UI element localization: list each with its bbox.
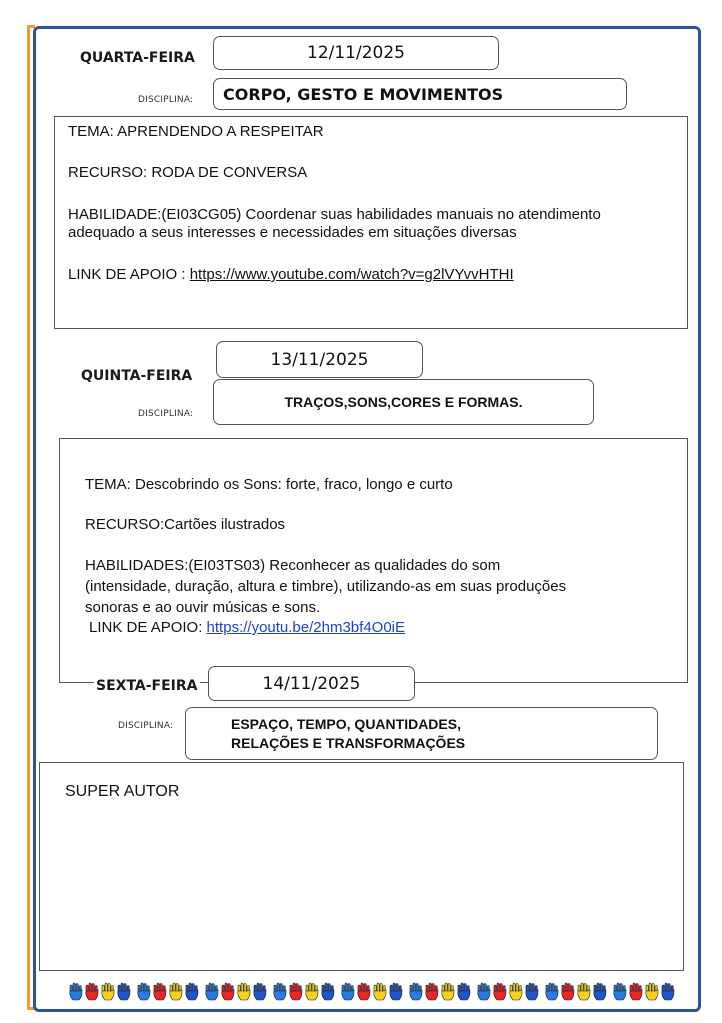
hand-icon — [644, 982, 660, 1002]
hand-group — [136, 982, 200, 1004]
hand-group — [544, 982, 608, 1004]
wednesday-discipline-box — [213, 78, 627, 110]
hand-icon — [372, 982, 388, 1002]
thursday-tema: TEMA: Descobrindo os Sons: forte, fraco, longo e curto — [85, 476, 453, 493]
wednesday-tema: TEMA: APRENDENDO A RESPEITAR — [68, 123, 324, 140]
hand-group — [204, 982, 268, 1004]
hand-icon — [236, 982, 252, 1002]
thursday-habilidades-line3: sonoras e ao ouvir músicas e sons. — [85, 599, 321, 616]
hand-icon — [456, 982, 472, 1002]
hand-icon — [612, 982, 628, 1002]
hand-icon — [576, 982, 592, 1002]
hand-icon — [68, 982, 84, 1002]
hand-icon — [320, 982, 336, 1002]
hand-icon — [184, 982, 200, 1002]
friday-content: SUPER AUTOR — [65, 783, 180, 800]
hand-icon — [100, 982, 116, 1002]
hand-icon — [288, 982, 304, 1002]
hand-icon — [592, 982, 608, 1002]
hand-icon — [388, 982, 404, 1002]
thursday-habilidades-line2: (intensidade, duração, altura e timbre), utilizando-as em suas produções — [85, 578, 567, 595]
hand-icon — [304, 982, 320, 1002]
thursday-discipline: TRAÇOS,SONS,CORES E FORMAS. — [284, 394, 523, 410]
wednesday-link[interactable]: https://www.youtube.com/watch?v=g2lVYvvHTHI — [189, 266, 514, 283]
colorful-hands-border-icon — [68, 982, 658, 1004]
wednesday-day-label: QUARTA-FEIRA — [80, 50, 195, 66]
hand-icon — [440, 982, 456, 1002]
thursday-link[interactable]: https://youtu.be/2hm3bf4O0iE — [206, 619, 406, 636]
thursday-date-box — [216, 341, 423, 378]
hand-icon — [252, 982, 268, 1002]
hand-icon — [168, 982, 184, 1002]
hand-icon — [544, 982, 560, 1002]
thursday-content-box — [59, 438, 688, 683]
wednesday-link-row — [68, 266, 514, 284]
hand-group — [340, 982, 404, 1004]
hand-group — [68, 982, 132, 1004]
hand-group — [476, 982, 540, 1004]
wednesday-discipline-label: DISCIPLINA: — [138, 95, 194, 105]
friday-content-box — [39, 762, 684, 971]
hand-group — [612, 982, 676, 1004]
hand-icon — [136, 982, 152, 1002]
thursday-discipline-label: DISCIPLINA: — [138, 409, 194, 419]
hand-group — [272, 982, 336, 1004]
wednesday-link-label: LINK DE APOIO : — [68, 266, 190, 283]
friday-date-box — [208, 666, 415, 701]
thursday-discipline-box — [213, 379, 594, 425]
hand-icon — [340, 982, 356, 1002]
hand-icon — [508, 982, 524, 1002]
thursday-day-label: QUINTA-FEIRA — [81, 368, 193, 384]
wednesday-date-box — [213, 36, 499, 70]
hand-icon — [660, 982, 676, 1002]
wednesday-habilidade-line1: HABILIDADE:(EI03CG05) Coordenar suas habilidades manuais no atendimento — [68, 206, 601, 223]
hand-icon — [628, 982, 644, 1002]
wednesday-habilidade-line2: adequado a seus interesses e necessidades em situações diversas — [68, 224, 517, 241]
hand-icon — [204, 982, 220, 1002]
wednesday-content-box — [54, 116, 688, 329]
friday-date: 14/11/2025 — [262, 673, 361, 694]
wednesday-recurso: RECURSO: RODA DE CONVERSA — [68, 164, 308, 181]
hand-icon — [152, 982, 168, 1002]
hand-icon — [84, 982, 100, 1002]
orange-margin-line — [27, 25, 30, 1010]
friday-discipline-box — [185, 707, 658, 760]
hand-icon — [476, 982, 492, 1002]
hand-icon — [492, 982, 508, 1002]
wednesday-discipline: CORPO, GESTO E MOVIMENTOS — [223, 84, 504, 104]
hand-icon — [560, 982, 576, 1002]
friday-discipline-line1: ESPAÇO, TEMPO, QUANTIDADES, — [231, 715, 461, 732]
hand-group — [408, 982, 472, 1004]
friday-discipline-label: DISCIPLINA: — [118, 721, 174, 731]
thursday-recurso: RECURSO:Cartões ilustrados — [85, 516, 286, 533]
hand-icon — [424, 982, 440, 1002]
hand-icon — [116, 982, 132, 1002]
thursday-link-row — [89, 619, 405, 637]
thursday-habilidades-line1: HABILIDADES:(EI03TS03) Reconhecer as qualidades do som — [85, 557, 501, 574]
wednesday-date: 12/11/2025 — [307, 43, 405, 63]
hand-icon — [220, 982, 236, 1002]
hand-icon — [524, 982, 540, 1002]
hand-icon — [272, 982, 288, 1002]
friday-discipline-line2: RELAÇÕES E TRANSFORMAÇÕES — [231, 734, 466, 751]
hand-icon — [408, 982, 424, 1002]
thursday-date: 13/11/2025 — [270, 349, 369, 370]
friday-day-label: SEXTA-FEIRA — [96, 678, 198, 694]
hand-icon — [356, 982, 372, 1002]
thursday-link-label: LINK DE APOIO: — [89, 619, 207, 636]
